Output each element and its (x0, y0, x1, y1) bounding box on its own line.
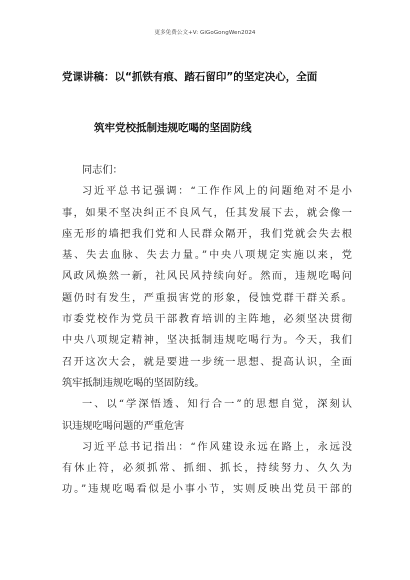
body-line: 有休止符，必须抓常、抓细、抓长，持续努力、久久为 (62, 463, 352, 475)
body-line: 习近平总书记指出：“作风建设永远在路上，永远没 (82, 441, 352, 453)
salutation: 同志们： (82, 165, 123, 176)
body-line: 题仍时有发生，严重损害党的形象，侵蚀党群干群关系。 (62, 292, 352, 304)
section-heading-line: 识违规吃喝问题的严重危害 (62, 420, 185, 432)
document-body (62, 160, 352, 501)
body-line: 召开这次大会，就是要进一步统一思想、提高认识，全面 (62, 356, 352, 368)
document-title-line-2: 筑牢党校抵制违规吃喝的坚固防线 (94, 122, 252, 134)
body-line: 基、失去血脉、失去力量。”中央八项规定实施以来，党 (62, 250, 352, 262)
body-line: 中央八项规定精神，坚决抵制违规吃喝行为。今天，我们 (62, 335, 352, 347)
body-line: 风政风焕然一新，社风民风持续向好。然而，违规吃喝问 (62, 271, 352, 283)
header-watermark: 更多免费公文+V: GiGoGongWen2024 (154, 30, 256, 36)
document-title-line-1: 党课讲稿：以“抓铁有痕、踏石留印”的坚定决心，全面 (62, 71, 318, 83)
body-line: 筑牢抵制违规吃喝的坚固防线。 (62, 377, 205, 389)
body-line: 功。”违规吃喝看似是小事小节，实则反映出党员干部的 (62, 484, 352, 496)
body-line: 市委党校作为党员干部教育培训的主阵地，必须坚决贯彻 (62, 314, 352, 326)
body-line: 习近平总书记强调：“工作作风上的问题绝对不是小 (82, 186, 352, 198)
section-heading-line: 一、以“学深悟透、知行合一”的思想自觉，深刻认 (82, 399, 352, 411)
body-line: 事，如果不坚决纠正不良风气，任其发展下去，就会像一 (62, 207, 352, 219)
body-line: 座无形的墙把我们党和人民群众隔开，我们党就会失去根 (62, 228, 352, 240)
